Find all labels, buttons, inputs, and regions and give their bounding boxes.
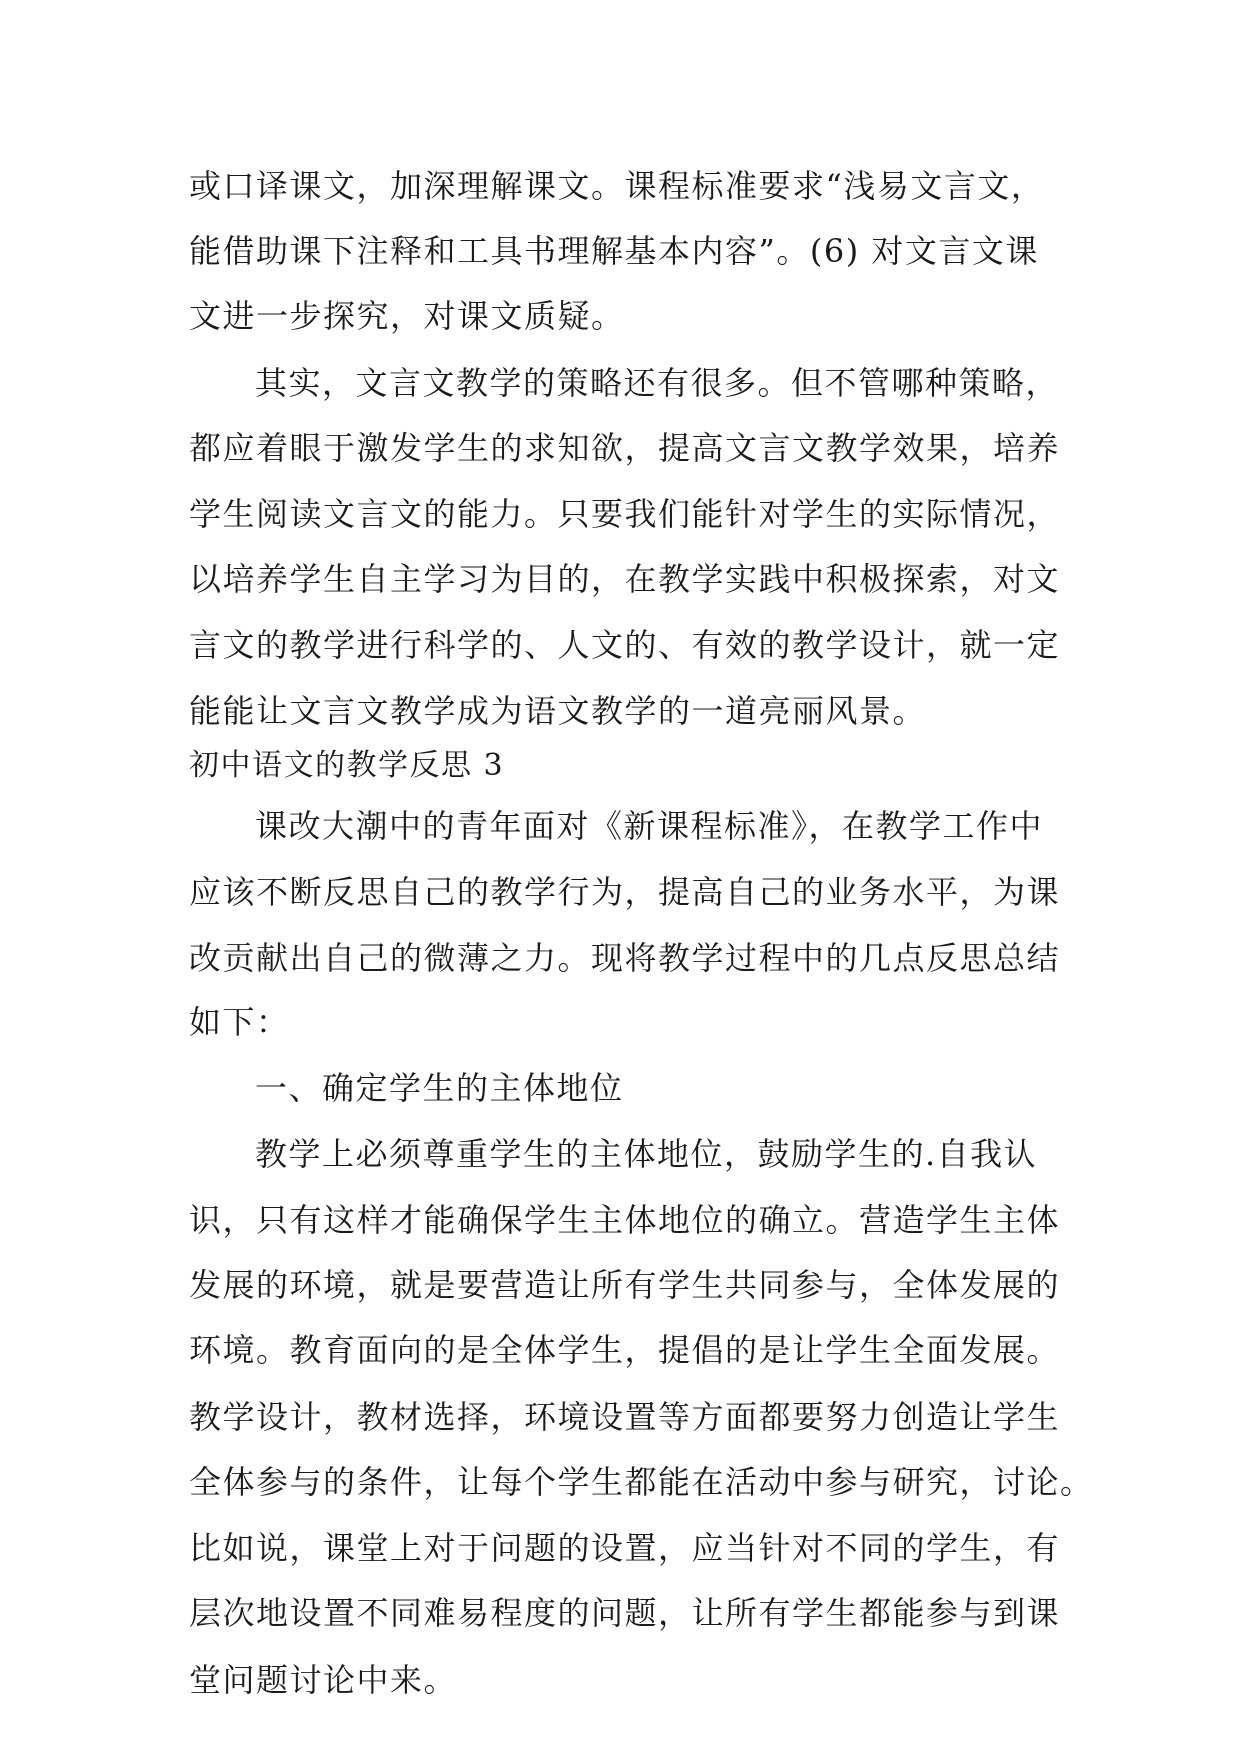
text-line: 发展的环境，就是要营造让所有学生共同参与，全体发展的 xyxy=(189,1266,1061,1304)
subsection-heading: 一、确定学生的主体地位 xyxy=(255,1069,624,1107)
text-line: 比如说，课堂上对于问题的设置，应当针对不同的学生，有 xyxy=(189,1529,1061,1567)
text-line: 如下： xyxy=(189,1003,290,1041)
text-line: 改贡献出自己的微薄之力。现将教学过程中的几点反思总结 xyxy=(189,939,1061,977)
text-line: 或口译课文，加深理解课文。课程标准要求“浅易文言文， xyxy=(189,167,1045,205)
text-line: 堂问题讨论中来。 xyxy=(189,1661,458,1699)
paragraph-start-line: 教学上必须尊重学生的主体地位，鼓励学生的.自我认 xyxy=(255,1135,1038,1173)
text-line: 学生阅读文言文的能力。只要我们能针对学生的实际情况， xyxy=(189,495,1061,533)
paragraph-start-line: 课改大潮中的青年面对《新课程标准》，在教学工作中 xyxy=(255,807,1044,845)
text-line: 文进一步探究，对课文质疑。 xyxy=(189,297,625,335)
text-line: 全体参与的条件，让每个学生都能在活动中参与研究，讨论。 xyxy=(189,1463,1094,1501)
text-line: 能能让文言文教学成为语文教学的一道亮丽风景。 xyxy=(189,692,927,730)
text-line: 教学设计，教材选择，环境设置等方面都要努力创造让学生 xyxy=(189,1398,1061,1436)
text-line: 都应着眼于激发学生的求知欲，提高文言文教学效果，培养 xyxy=(189,429,1061,467)
text-line: 言文的教学进行科学的、人文的、有效的教学设计，就一定 xyxy=(189,626,1061,664)
text-line: 层次地设置不同难易程度的问题，让所有学生都能参与到课 xyxy=(189,1594,1061,1632)
text-line: 应该不断反思自己的教学行为，提高自己的业务水平，为课 xyxy=(189,873,1061,911)
text-line: 环境。教育面向的是全体学生，提倡的是让学生全面发展。 xyxy=(189,1331,1061,1369)
text-line: 以培养学生自主学习为目的，在教学实践中积极探索，对文 xyxy=(189,560,1061,598)
text-line: 识，只有这样才能确保学生主体地位的确立。营造学生主体 xyxy=(189,1201,1061,1239)
text-line: 能借助课下注释和工具书理解基本内容”。(6) 对文言文课 xyxy=(189,232,1039,270)
section-heading: 初中语文的教学反思 3 xyxy=(189,748,505,783)
paragraph-start-line: 其实，文言文教学的策略还有很多。但不管哪种策略， xyxy=(255,364,1060,402)
